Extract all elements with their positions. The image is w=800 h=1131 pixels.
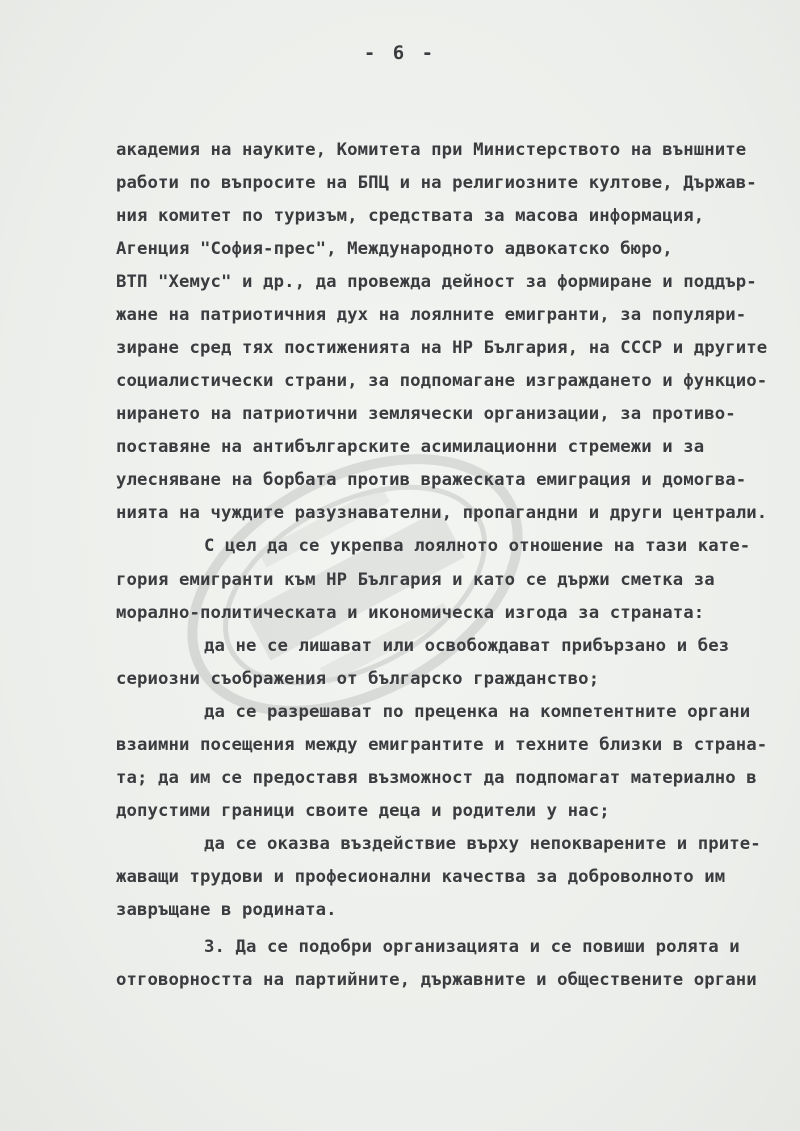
page-number: - 6 - (363, 42, 437, 64)
paragraph-line: жане на патриотичния дух на лоялните емигранти, за популяри- (116, 305, 747, 325)
paragraph-line: поставяне на антибългарските асимилационни стремежи и за (116, 437, 705, 457)
paragraph-line-indented: С цел да се укрепва лоялното отношение на тази кате- (204, 536, 751, 556)
paragraph-line: жаващи трудови и професионални качества за доброволното им (116, 867, 726, 887)
paragraph-line: ния комитет по туризъм, средствата за масова информация, (116, 206, 705, 226)
paragraph-line: улесняване на борбата против вражеската емиграция и домогва- (116, 470, 747, 490)
paragraph-line: Агенция "София-прес", Международното адвокатско бюро, (116, 239, 673, 259)
paragraph-line-indented: да се оказва въздействие върху непокварените и прите- (204, 834, 761, 854)
paragraph-line: отговорността на партийните, държавните и обществените органи (116, 970, 757, 990)
paragraph-line-indented: да не се лишават или освобождават прибързано и без (204, 636, 730, 656)
paragraph-line: взаимни посещения между емигрантите и техните близки в страна- (116, 735, 768, 755)
paragraph-line: допустими граници своите деца и родители у нас; (116, 801, 610, 821)
paragraph-line: нирането на патриотични землячески организации, за противо- (116, 404, 736, 424)
paragraph-line-indented: 3. Да се подобри организацията и се повиши ролята и (204, 937, 740, 957)
paragraph-line: гория емигранти към НР България и като се държи сметка за (116, 570, 715, 590)
paragraph-line: сериозни съображения от българско гражданство; (116, 669, 600, 689)
paragraph-line: морално-политическата и икономическа изгода за страната: (116, 603, 705, 623)
paragraph-line: социалистически страни, за подпомагане изграждането и функцио- (116, 371, 768, 391)
paragraph-line: завръщане в родината. (116, 900, 337, 920)
paragraph-line: академия на науките, Комитета при Министерството на външните (116, 140, 747, 160)
paragraph-line: зиране сред тях постиженията на НР България, на СССР и другите (116, 338, 768, 358)
paragraph-line: та; да им се предоставя възможност да подпомагат материално в (116, 768, 757, 788)
paragraph-line: работи по въпросите на БПЦ и на религиозните култове, Държав- (116, 173, 757, 193)
paragraph-line: нията на чуждите разузнавателни, пропагандни и други централи. (116, 503, 768, 523)
paragraph-line: ВТП "Хемус" и др., да провежда дейност за формиране и поддър- (116, 272, 757, 292)
paragraph-line-indented: да се разрешават по преценка на компетентните органи (204, 702, 751, 722)
